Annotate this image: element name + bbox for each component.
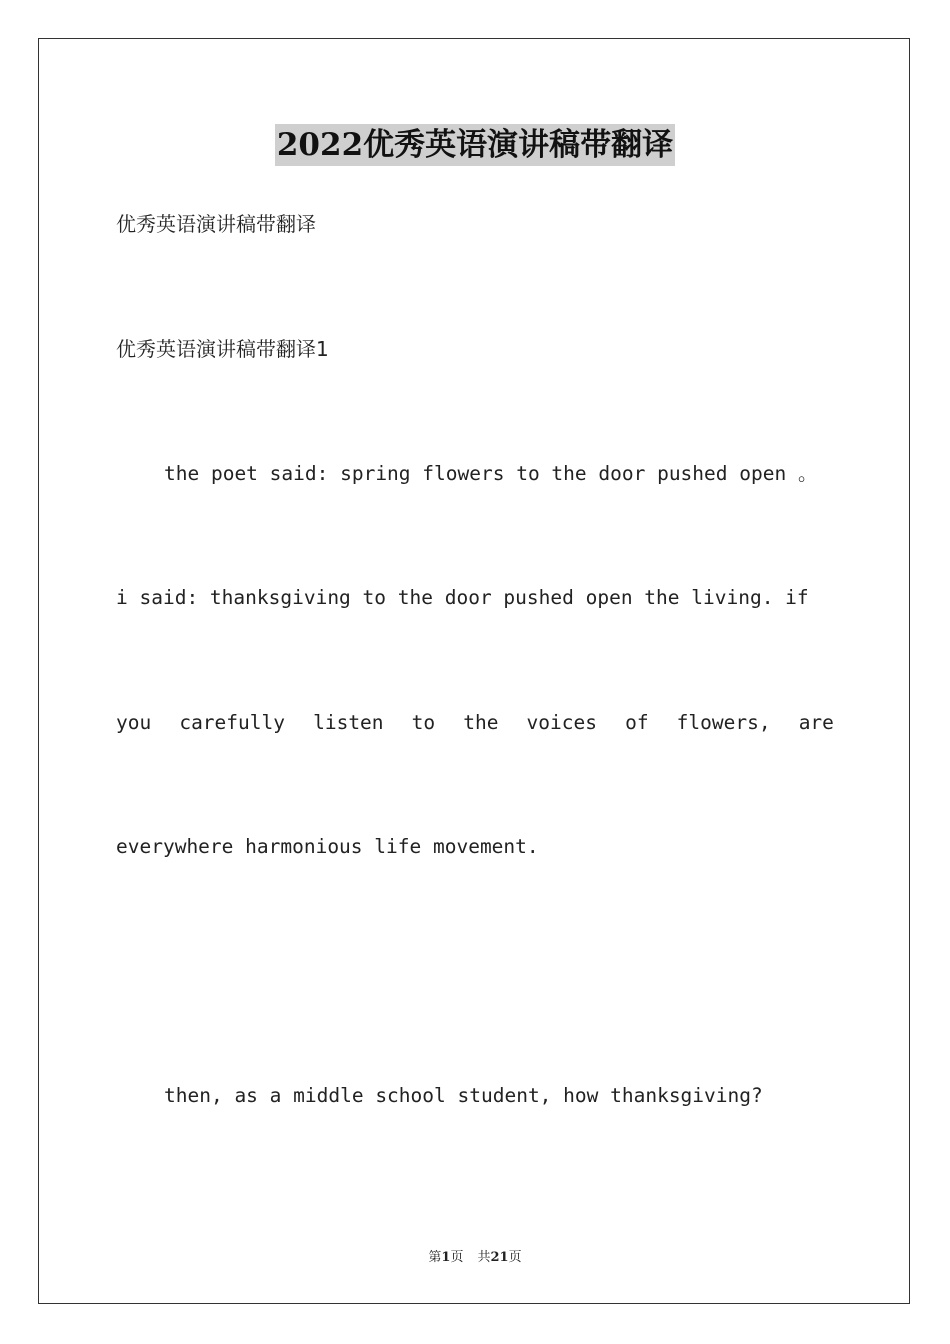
footer-total-prefix: 共 [477, 1250, 491, 1265]
paragraph-line: i said: thanksgiving to the door pushed open the living. if [116, 586, 809, 609]
document-subtitle: 优秀英语演讲稿带翻译 [116, 212, 316, 236]
paragraph-word: carefully [179, 711, 285, 734]
footer-page-suffix: 页 [450, 1250, 464, 1265]
paragraph-word: listen [313, 711, 384, 734]
paragraph-word: are [798, 711, 834, 734]
paragraph-word: flowers, [676, 711, 771, 734]
paragraph-word: the [463, 711, 499, 734]
document-title-text: 2022优秀英语演讲稿带翻译 [275, 124, 675, 166]
footer-total-pages: 21 [490, 1250, 509, 1265]
section-heading: 优秀英语演讲稿带翻译1 [116, 337, 329, 361]
paragraph-line: the poet said: spring flowers to the door pushed open 。 [164, 462, 818, 485]
paragraph-word: voices [526, 711, 597, 734]
footer-total-suffix: 页 [508, 1250, 522, 1265]
paragraph-word: to [411, 711, 436, 734]
document-title [0, 124, 950, 166]
paragraph-line: then, as a middle school student, how thanksgiving? [164, 1084, 763, 1107]
footer-page-number: 1 [441, 1250, 451, 1265]
paragraph-line-justified [116, 709, 834, 737]
paragraph-word: of [625, 711, 649, 734]
paragraph-word: you [116, 711, 152, 734]
page-footer [0, 1246, 950, 1265]
paragraph-line: everywhere harmonious life movement. [116, 835, 539, 858]
footer-page-prefix: 第 [428, 1250, 442, 1265]
